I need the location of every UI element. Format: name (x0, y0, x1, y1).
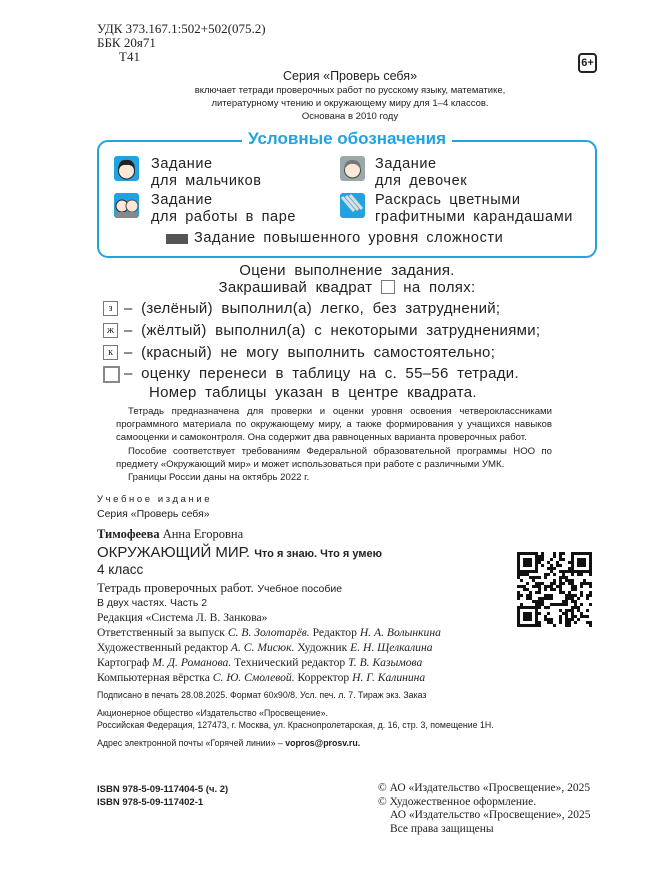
evaluation-line-2: Закрашивай квадрат на полях: (218, 279, 476, 296)
classification-codes (97, 22, 266, 64)
parts: В двух частях. Часть 2 (97, 597, 208, 609)
author-mark: Т41 (119, 49, 140, 64)
credit-line: Редакция «Система Л. В. Занкова» (97, 611, 268, 624)
publisher-info: Акционерное общество «Издательство «Просвещение». Российская Федерация, 127473, г. Москва, ул. Краснопролетарская, д. 16, стр. 3, помещение 1Н. (97, 708, 494, 730)
legend-pair: Задание для работы в паре (151, 192, 297, 225)
pair-icon (114, 193, 139, 218)
table-square-icon (103, 366, 120, 383)
green-square: з (103, 301, 118, 316)
isbn: ISBN 978-5-09-117404-5 (ч. 2) ISBN 978-5-09-117402-1 (97, 784, 229, 808)
credit-line: Картограф М. Д. Романова. Технический редактор Т. В. Казымова (97, 656, 423, 669)
legend-title: Условные обозначения (242, 129, 452, 148)
legend-boys: Задание для мальчиков (151, 156, 262, 189)
credit-line: Ответственный за выпуск С. В. Золотарёв. Редактор Н. А. Волынкина (97, 626, 441, 639)
red-square: к (103, 345, 118, 360)
pencils-icon (340, 193, 365, 218)
empty-square-icon (381, 280, 395, 294)
evaluation-red: – (красный) не могу выполнить самостоятельно; (124, 344, 496, 361)
series-desc-3: Основана в 2010 году (301, 111, 399, 122)
evaluation-yellow: – (жёлтый) выполнил(а) с некоторыми затруднениями; (124, 322, 541, 339)
series-block (150, 68, 550, 123)
series-desc-2: литературному чтению и окружающему миру для 1–4 классов. (211, 98, 489, 109)
credits (97, 610, 441, 685)
legend-girls: Задание для девочек (375, 156, 468, 189)
legend-pencils: Раскрась цветными графитными карандашами (375, 192, 573, 225)
author: Тимофеева Анна Егоровна (97, 527, 244, 541)
signed-info: Подписано в печать 28.08.2025. Формат 60x90/8. Усл. печ. л. 7. Тираж экз. Заказ (97, 690, 427, 700)
imprint-series: Серия «Проверь себя» (97, 508, 210, 520)
evaluation-transfer: – оценку перенеси в таблицу на с. 55–56 тетради. Номер таблицы указан в центре квадрата. (124, 365, 519, 401)
advanced-task-marker (166, 234, 188, 244)
series-title: Серия «Проверь себя» (282, 69, 418, 83)
qr-code (517, 552, 592, 627)
description: Тетрадь предназначена для проверки и оценки уровня освоения четвероклассниками программного материала по окружающему миру, а также формирования у учащихся навыков самооценки и самоконтроля. Она содержит два равноценных варианта проверочных работ. Пособие соответствует требованиям Федеральной образовательной программы НОО по предмету «Окружающий мир» и может использоваться при работе с различными УМК. Границы России даны на октябрь 2022 г. (116, 406, 552, 484)
udk: УДК 373.167.1:502+502(075.2) (97, 21, 266, 36)
girl-icon (340, 156, 365, 181)
edition-type: Учебное издание (97, 494, 213, 505)
series-desc-1: включает тетради проверочных работ по русскому языку, математике, (194, 85, 506, 96)
credit-line: Художественный редактор А. С. Мисюк. Художник Е. Н. Щелкалина (97, 641, 433, 654)
hotline: Адрес электронной почты «Горячей линии» – vopros@prosv.ru. (97, 738, 361, 748)
evaluation-line-1: Оцени выполнение задания. (239, 262, 455, 279)
grade: 4 класс (97, 562, 144, 577)
book-type: Тетрадь проверочных работ. Учебное пособие (97, 580, 343, 595)
yellow-square: ж (103, 323, 118, 338)
legend-advanced: Задание повышенного уровня сложности (194, 230, 504, 246)
age-rating-badge: 6+ (578, 53, 597, 73)
evaluation-green: – (зелёный) выполнил(а) легко, без затруднений; (124, 300, 501, 317)
bbk: ББК 20я71 (97, 35, 156, 50)
boy-icon (114, 156, 139, 181)
credit-line: Компьютерная вёрстка С. Ю. Смолевой. Корректор Н. Г. Калинина (97, 671, 426, 684)
legend-box (97, 129, 597, 258)
copyright: © АО «Издательство «Просвещение», 2025 © Художественное оформление. АО «Издательство «Просвещение», 2025 Все права защищены (378, 782, 591, 835)
book-title: ОКРУЖАЮЩИЙ МИР. Что я знаю. Что я умею (97, 544, 383, 561)
